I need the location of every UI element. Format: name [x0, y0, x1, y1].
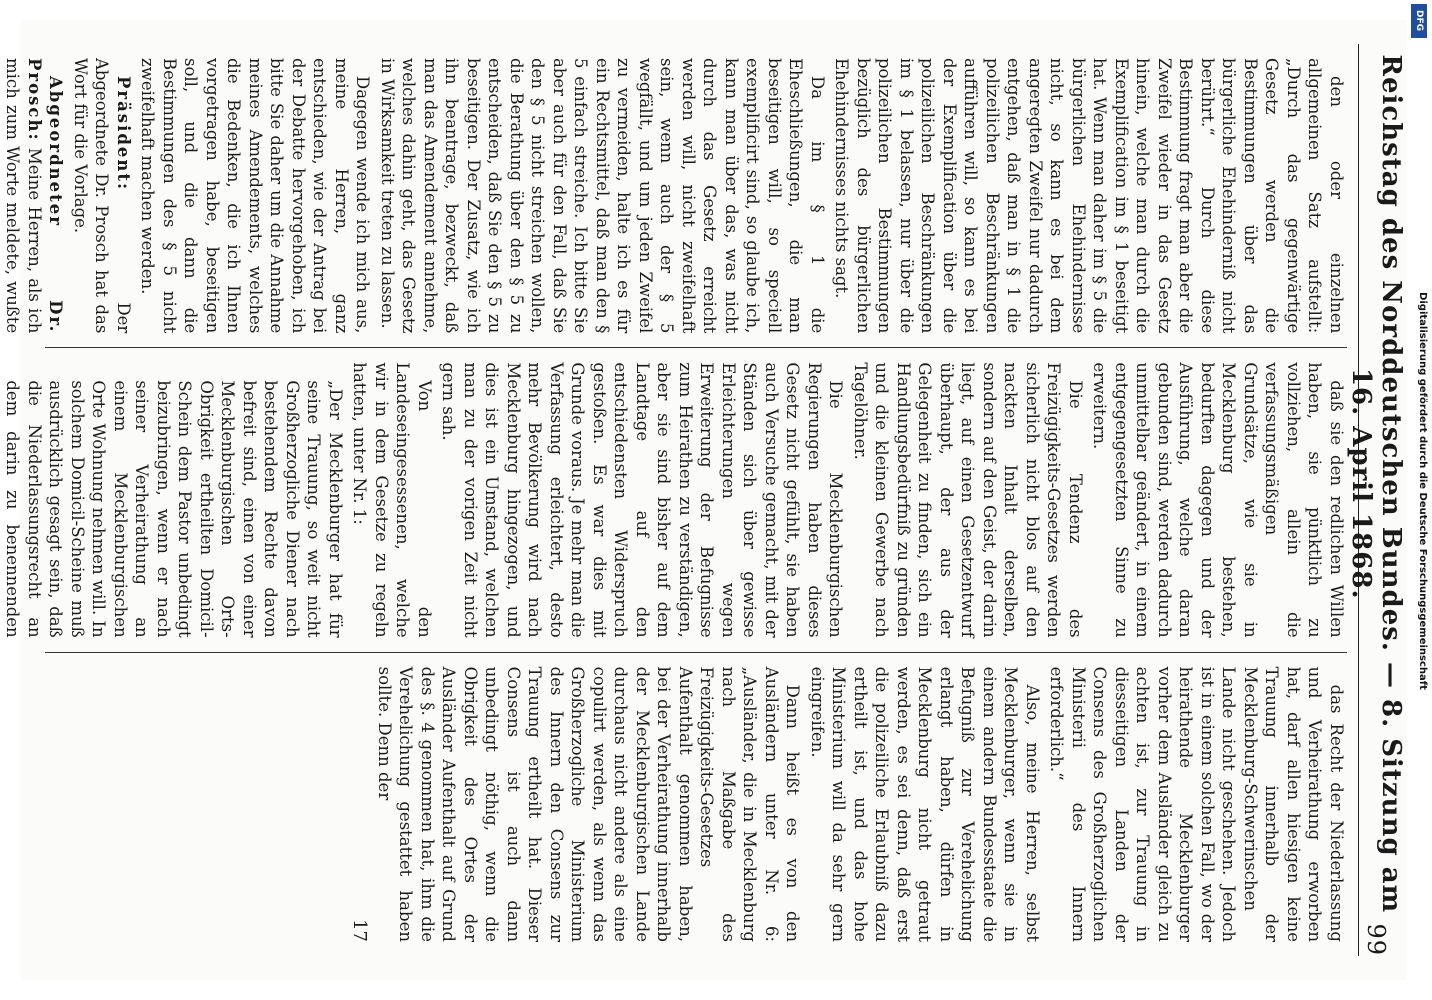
- page-header: [1346, 44, 1406, 956]
- paragraph: Dagegen wende ich mich aus, meine Herren, ganz entschieden, wie der Antrag bei der Debatte hervorgehoben, ich bitte Sie daher um die Annahme meines Amendements, welches die Bedenken, die ich Ihnen vorgetragen habe, beseitigen soll, und die dann die Bestimmungen des § 5 nicht zweifelhaft machen werden.: [138, 58, 373, 334]
- paragraph: Die Tendenz des Freizügigkeits-Gesetzes werden sicherlich nicht blos auf den nackten Inhalt derselben, sondern auf den Geist, der darin liegt, auf einen Gesetzentwurf überhaupt, der aus der Gelegenheit zu finden, sich ein Handlungsbedürfniß zu gründen und die kleinen Gewerbe nach Tagelöhner.: [851, 362, 1085, 638]
- page-number: 99: [1362, 923, 1390, 956]
- paragraph: das Recht der Niederlassung und Verheirathung erworben hat, darf allen hiesigen keine Trauung innerhalb der Mecklenburg-Schwerinschen Lande nicht geschehen. Jedoch ist in einem solchen Fall, wo der heirathende Mecklenburger vorher dem Ausländer gleich zu achten ist, zur Trauung in diesseitigen Landen der Consens des Großherzoglichen Ministerii des Innern erforderlich.“: [1047, 666, 1346, 942]
- funding-notice: Digitalisierung gefördert durch die Deutsche Forschungsgemeinschaft: [1417, 292, 1428, 690]
- paragraph: den oder einzelnen allgemeinen Satz aufstellt: „Durch das gegenwärtige Gesetz werden die Bestimmungen über das bürgerliche Ehehinderniß nicht berührt.“ Durch diese Bestimmung fragt man aber die Zweifel wieder in das Gesetz hinein, welche man durch die Exemplification im § 1 beseitigt hat. Wenn man daher im § 5 die bürgerlichen Ehehindernisse nicht, so kann es bei dem angeregten Zweifel nur dadurch entgehen, daß man in § 1 die polizeilichen Beschränkungen aufführen will, so kann es bei der Exemplification über die polizeilichen Beschränkungen im § 1 belassen, nur über die polizeilichen Bestimmungen bezüglich des bürgerlichen Ehehindernisses nichts sagt.: [832, 58, 1346, 334]
- column-right: [45, 652, 1347, 956]
- paragraph: Da im § 1 die Eheschließungen, die man beseitigen will, so speciell exemplificirt sind, so glaube ich, kann man über das, was nicht durch das Gesetz erreicht werden will, nicht zweifelhaft sein, wenn auch der § 5 wegfällt, und um jeden Zweifel zu vermeiden, halte ich es für ein Rechtsmittel, daß man den § 5 einfach streiche. Ich bitte Sie aber auch für den Fall, daß Sie den § 5 nicht streichen wollen, die Berathung über den § 5 zu entscheiden, daß Sie den § 5 zu beseitigen. Der Zusatz, wie ich ihn beantrage, bezweckt, daß man das Amendement annehme, welches dahin geht, das Gesetz in Wirksamkeit treten zu lassen.: [378, 58, 827, 334]
- president-paragraph: [70, 58, 135, 333]
- paragraph: Die Mecklenburgischen Regierungen haben dieses Gesetz nicht gefühlt, sie haben auch Versuche gemacht, mit der Ständen sich über gewisse Erleichterungen wegen Erweiterung der Befugnisse zum Heirathen zu verständigen, aber sie sind bisher auf dem Landtage auf den entschiedensten Widerspruch gestoßen. Es war dies mit Grunde voraus. Je mehr man die Verfassung erleichtert, desto mehr Bevölkerung wird nach Mecklenburg hingezogen, und dies ist ein Umstand, welchen man zu der vorigen Zeit nicht gern sah.: [439, 362, 846, 638]
- president-text: Der Abgeordnete Dr. Prosch hat das Wort für die Vorlage.: [71, 58, 133, 334]
- running-title: Reichstag des Norddeutschen Bundes. — 8. Sitzung am 16. April 1868.: [1346, 54, 1406, 914]
- funding-strip: [1406, 0, 1432, 1000]
- scanned-page: [3, 20, 1411, 980]
- column-middle: [3, 347, 1347, 651]
- paragraph: Also, meine Herren, selbst Mecklenburger, wenn sie in einem andern Bundesstaate die Befugniß zur Verehelichung erlangt haben, dürfen in Mecklenburg nicht getraut werden, es sei denn, daß erst die polizeiliche Erlaubniß dazu ertheilt ist, und das hohe Ministerium will da sehr gern eingreifen.: [808, 666, 1042, 942]
- signature-mark: 17: [349, 919, 371, 942]
- speaker-text: Meine Herren, als ich mich zum Worte meldete, wußte: [3, 58, 44, 334]
- text-columns: [3, 44, 1347, 956]
- president-label: Präsident:: [114, 76, 133, 192]
- column-left: [3, 44, 1347, 347]
- paragraph: Dann heißt es von den Ausländern unter Nr. 6: „Ausländer, die in Mecklenburg nach Maßgabe des Freizügigkeits-Gesetzes Aufenthalt genommen haben, bei der Verheirathung innerhalb der Mecklenburgischen Lande durchaus nicht andere als eine copulirt werden, als wenn das Großherzogliche Ministerium des Innern den Consens zur Trauung ertheilt hat. Dieser Consens ist auch dann unbedingt nöthig, wenn die Obrigkeit des Ortes der Ausländer Aufenthalt auf Grund des §. 4 genommen hat, ihm die Verehelichung gestattet haben sollte. Denn der: [375, 666, 803, 942]
- paragraph: Von den Landeseingesessenen, welche wir in dem Gesetze zu regeln hatten, unter Nr. 1:: [350, 362, 434, 638]
- quote: „Der Mecklenburger hat für seine Trauung, so weit nicht Großherzogliche Diener nach bestehendem Rechte davon befreit sind, einen von einer Mecklenburgischen Orts-Obrigkeit ertheilten Domicil-Schein dem Pastor unbedingt beizubringen, wenn er nach seiner Verheirathung an einem Mecklenburgischen Orte Wohnung nehmen will. In solchem Domicil-Scheine muß ausdrücklich gesagt sein, daß die Niederlassungsrecht an dem darin zu benennenden: [3, 380, 345, 638]
- dfg-logo-icon: DFG: [1411, 4, 1427, 38]
- speaker-paragraph: [0, 58, 67, 333]
- paragraph: daß sie den redlichen Willen haben, sie pünktlich zu vollziehen, allein die verfassungsmäßigen Grundsätze, wie sie in Mecklenburg bestehen, bedurften dagegen und der Ausführung, welche daran gebunden sind, werden dadurch unmittelbar geändert, in einem entgegengesetzten Sinne zu erweitern.: [1090, 362, 1346, 638]
- speaker-label: Abgeordneter Dr. Prosch:: [25, 58, 66, 334]
